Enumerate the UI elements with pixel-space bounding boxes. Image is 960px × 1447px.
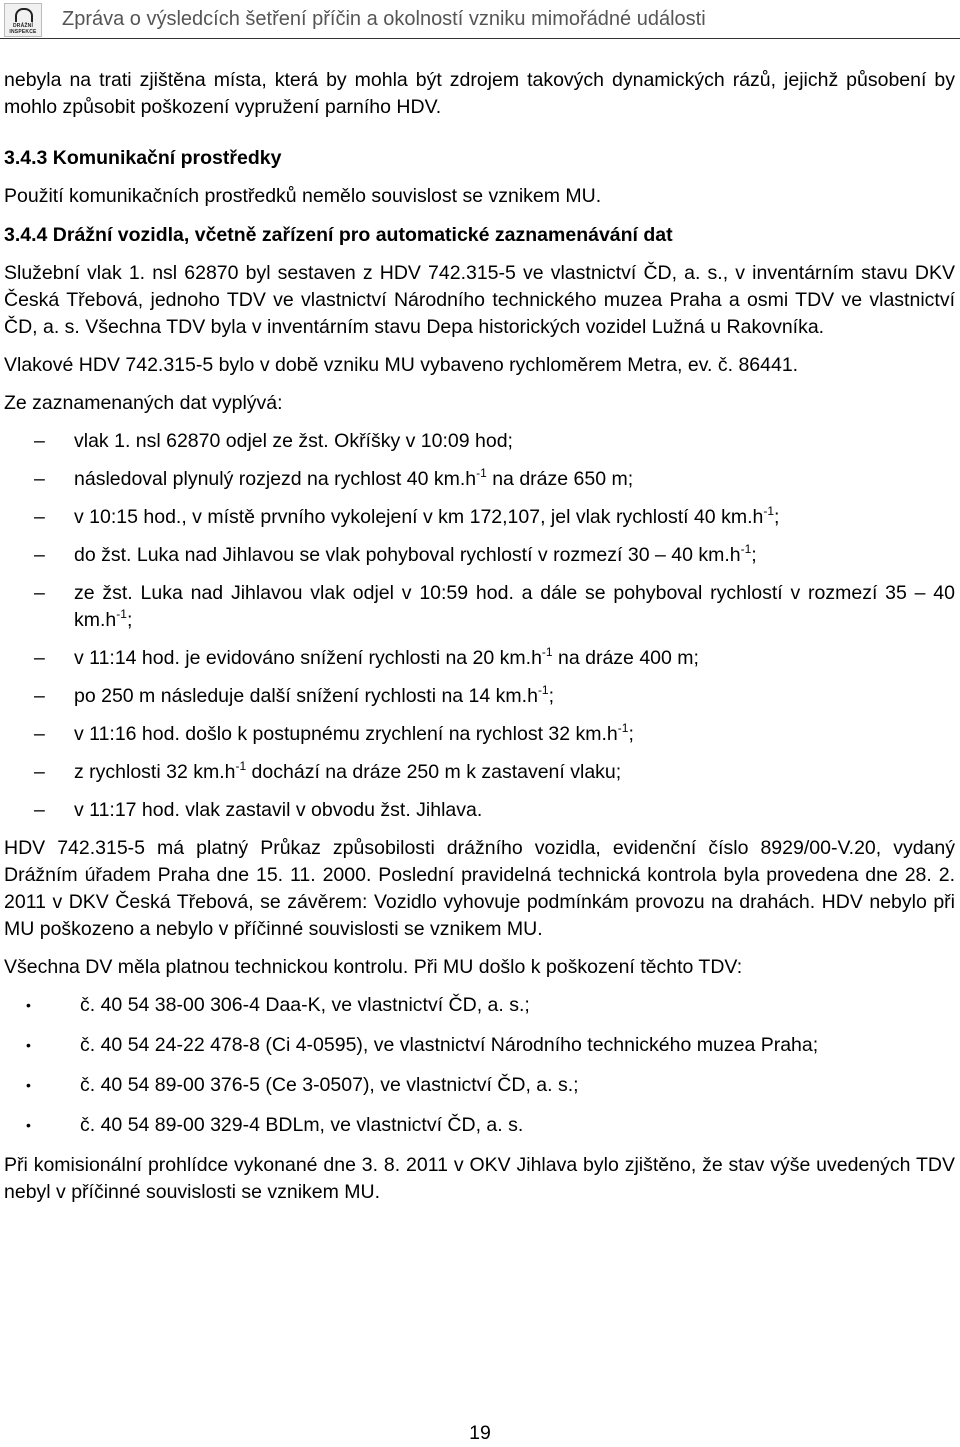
unit-exponent: -1 (541, 645, 553, 659)
unit-exponent: -1 (537, 683, 549, 697)
record-text-tail: ; (126, 609, 133, 631)
list-item (4, 992, 955, 1019)
record-text-tail: ; (628, 723, 634, 745)
record-text: v 11:16 hod. došlo k postupnému zrychlení na rychlost 32 km.h (74, 723, 618, 745)
unit-exponent: -1 (763, 504, 774, 518)
communication-paragraph: Použití komunikačních prostředků nemělo souvislost se vznikem MU. (4, 185, 602, 207)
list-item (4, 683, 955, 710)
header-divider (0, 38, 960, 39)
page-content (4, 67, 955, 1206)
train-composition-paragraph: Služební vlak 1. nsl 62870 byl sestaven z HDV 742.315-5 ve vlastnictví ČD, a. s., v inventárním stavu DKV Česká Třebová, jednoho TDV ve vlastnictví Národního technického muzea Praha a osmi TDV ve vlastnictví ČD, a. s. Všechna TDV byla v inventárním stavu Depa historických vozidel Lužná u Rakovníka. (4, 262, 955, 338)
list-item (4, 580, 955, 634)
logo-text-line1: DRÁŽNÍ (12, 23, 34, 29)
drazni-inspekce-logo (4, 3, 42, 37)
dash-marker: – (34, 582, 45, 604)
record-text: po 250 m následuje další snížení rychlosti na 14 km.h (74, 685, 538, 707)
record-text-tail: na dráze 650 m; (486, 468, 634, 490)
dash-marker: – (34, 430, 45, 452)
bullet-marker: • (26, 997, 31, 1013)
record-text: vlak 1. nsl 62870 odjel ze žst. Okříšky v 10:09 hod; (74, 430, 513, 452)
inspection-paragraph: Při komisionální prohlídce vykonané dne 3. 8. 2011 v OKV Jihlava bylo zjištěno, že stav výše uvedených TDV nebyl v příčinné souvislosti se vznikem MU. (4, 1154, 955, 1203)
dash-marker: – (34, 799, 45, 821)
record-text-tail: na dráze 400 m; (552, 647, 699, 669)
section-heading-3-4-3: 3.4.3 Komunikační prostředky (4, 147, 282, 169)
dash-marker: – (34, 506, 45, 528)
dash-marker: – (34, 723, 45, 745)
page-header (0, 0, 960, 40)
record-text-tail: ; (751, 544, 757, 566)
record-text: v 11:14 hod. je evidováno snížení rychlosti na 20 km.h (74, 647, 542, 669)
wagon-text: č. 40 54 89-00 376-5 (Ce 3-0507), ve vlastnictví ČD, a. s.; (80, 1074, 579, 1096)
report-title: Zpráva o výsledcích šetření příčin a okolností vzniku mimořádné události (62, 8, 706, 30)
vehicles-paragraph: Všechna DV měla platnou technickou kontrolu. Při MU došlo k poškození těchto TDV: (4, 956, 743, 978)
intro-paragraph: nebyla na trati zjištěna místa, která by mohla být zdrojem takových dynamických rázů, jejichž působení by mohlo způsobit poškození vypružení parního HDV. (4, 69, 955, 118)
unit-exponent: -1 (476, 466, 487, 480)
section-heading-3-4-4: 3.4.4 Drážní vozidla, včetně zařízení pro automatické zaznamenávání dat (4, 224, 673, 246)
unit-exponent: -1 (617, 721, 629, 735)
wagon-text: č. 40 54 24-22 478-8 (Ci 4-0595), ve vlastnictví Národního technického muzea Praha; (80, 1034, 819, 1056)
record-text: v 10:15 hod., v místě prvního vykolejení v km 172,107, jel vlak rychlostí 40 km.h (74, 506, 764, 528)
list-item (4, 1032, 955, 1059)
page-number: 19 (469, 1422, 491, 1444)
list-item (4, 797, 955, 824)
record-text: z rychlosti 32 km.h (74, 761, 236, 783)
unit-exponent: -1 (235, 759, 247, 773)
dash-marker: – (34, 544, 45, 566)
speedometer-paragraph: Vlakové HDV 742.315-5 bylo v době vzniku MU vybaveno rychloměrem Metra, ev. č. 86441. (4, 354, 799, 376)
list-item (4, 466, 955, 493)
list-item (4, 645, 955, 672)
list-item (4, 759, 955, 786)
list-item (4, 1072, 955, 1099)
wagon-text: č. 40 54 38-00 306-4 Daa-K, ve vlastnictví ČD, a. s.; (80, 994, 530, 1016)
dash-marker: – (34, 761, 45, 783)
unit-exponent: -1 (740, 542, 752, 556)
records-intro: Ze zaznamenaných dat vyplývá: (4, 392, 283, 414)
record-text-tail: dochází na dráze 250 m k zastavení vlaku; (246, 761, 622, 783)
record-text: následoval plynulý rozjezd na rychlost 40 km.h (74, 468, 477, 490)
dash-marker: – (34, 468, 45, 490)
logo-text-line2: INSPEKCE (9, 29, 37, 35)
wagon-text: č. 40 54 89-00 329-4 BDLm, ve vlastnictví ČD, a. s. (80, 1114, 524, 1136)
list-item (4, 1112, 955, 1139)
speed-record-list (4, 428, 955, 824)
dash-marker: – (34, 647, 45, 669)
record-text-tail: ; (548, 685, 555, 707)
bullet-marker: • (26, 1037, 31, 1053)
record-text: v 11:17 hod. vlak zastavil v obvodu žst. Jihlava. (74, 799, 483, 821)
hdv-paragraph: HDV 742.315-5 má platný Průkaz způsobilosti drážního vozidla, evidenční číslo 8929/00-V.20, vydaný Drážním úřadem Praha dne 15. 11. 2000. Poslední pravidelná technická kontrola byla provedena dne 28. 2. 2011 v DKV Česká Třebová, se závěrem: Vozidlo vyhovuje podmínkám provozu na drahách. HDV nebylo při MU poškozeno a nebylo v příčinné souvislosti se vznikem MU. (4, 837, 955, 940)
list-item (4, 542, 955, 569)
dash-marker: – (34, 685, 45, 707)
record-text-tail: ; (774, 506, 780, 528)
unit-exponent: -1 (116, 607, 127, 621)
logo-emblem-icon (15, 8, 33, 22)
list-item (4, 428, 955, 455)
record-text: do žst. Luka nad Jihlavou se vlak pohyboval rychlostí v rozmezí 30 – 40 km.h (74, 544, 741, 566)
bullet-marker: • (26, 1077, 31, 1093)
record-text: ze žst. Luka nad Jihlavou vlak odjel v 10:59 hod. a dále se pohyboval rychlostí v rozmezí 35 – 40 km.h (74, 582, 955, 631)
damaged-wagons-list (4, 992, 955, 1139)
list-item (4, 721, 955, 748)
list-item (4, 504, 955, 531)
bullet-marker: • (26, 1117, 31, 1133)
